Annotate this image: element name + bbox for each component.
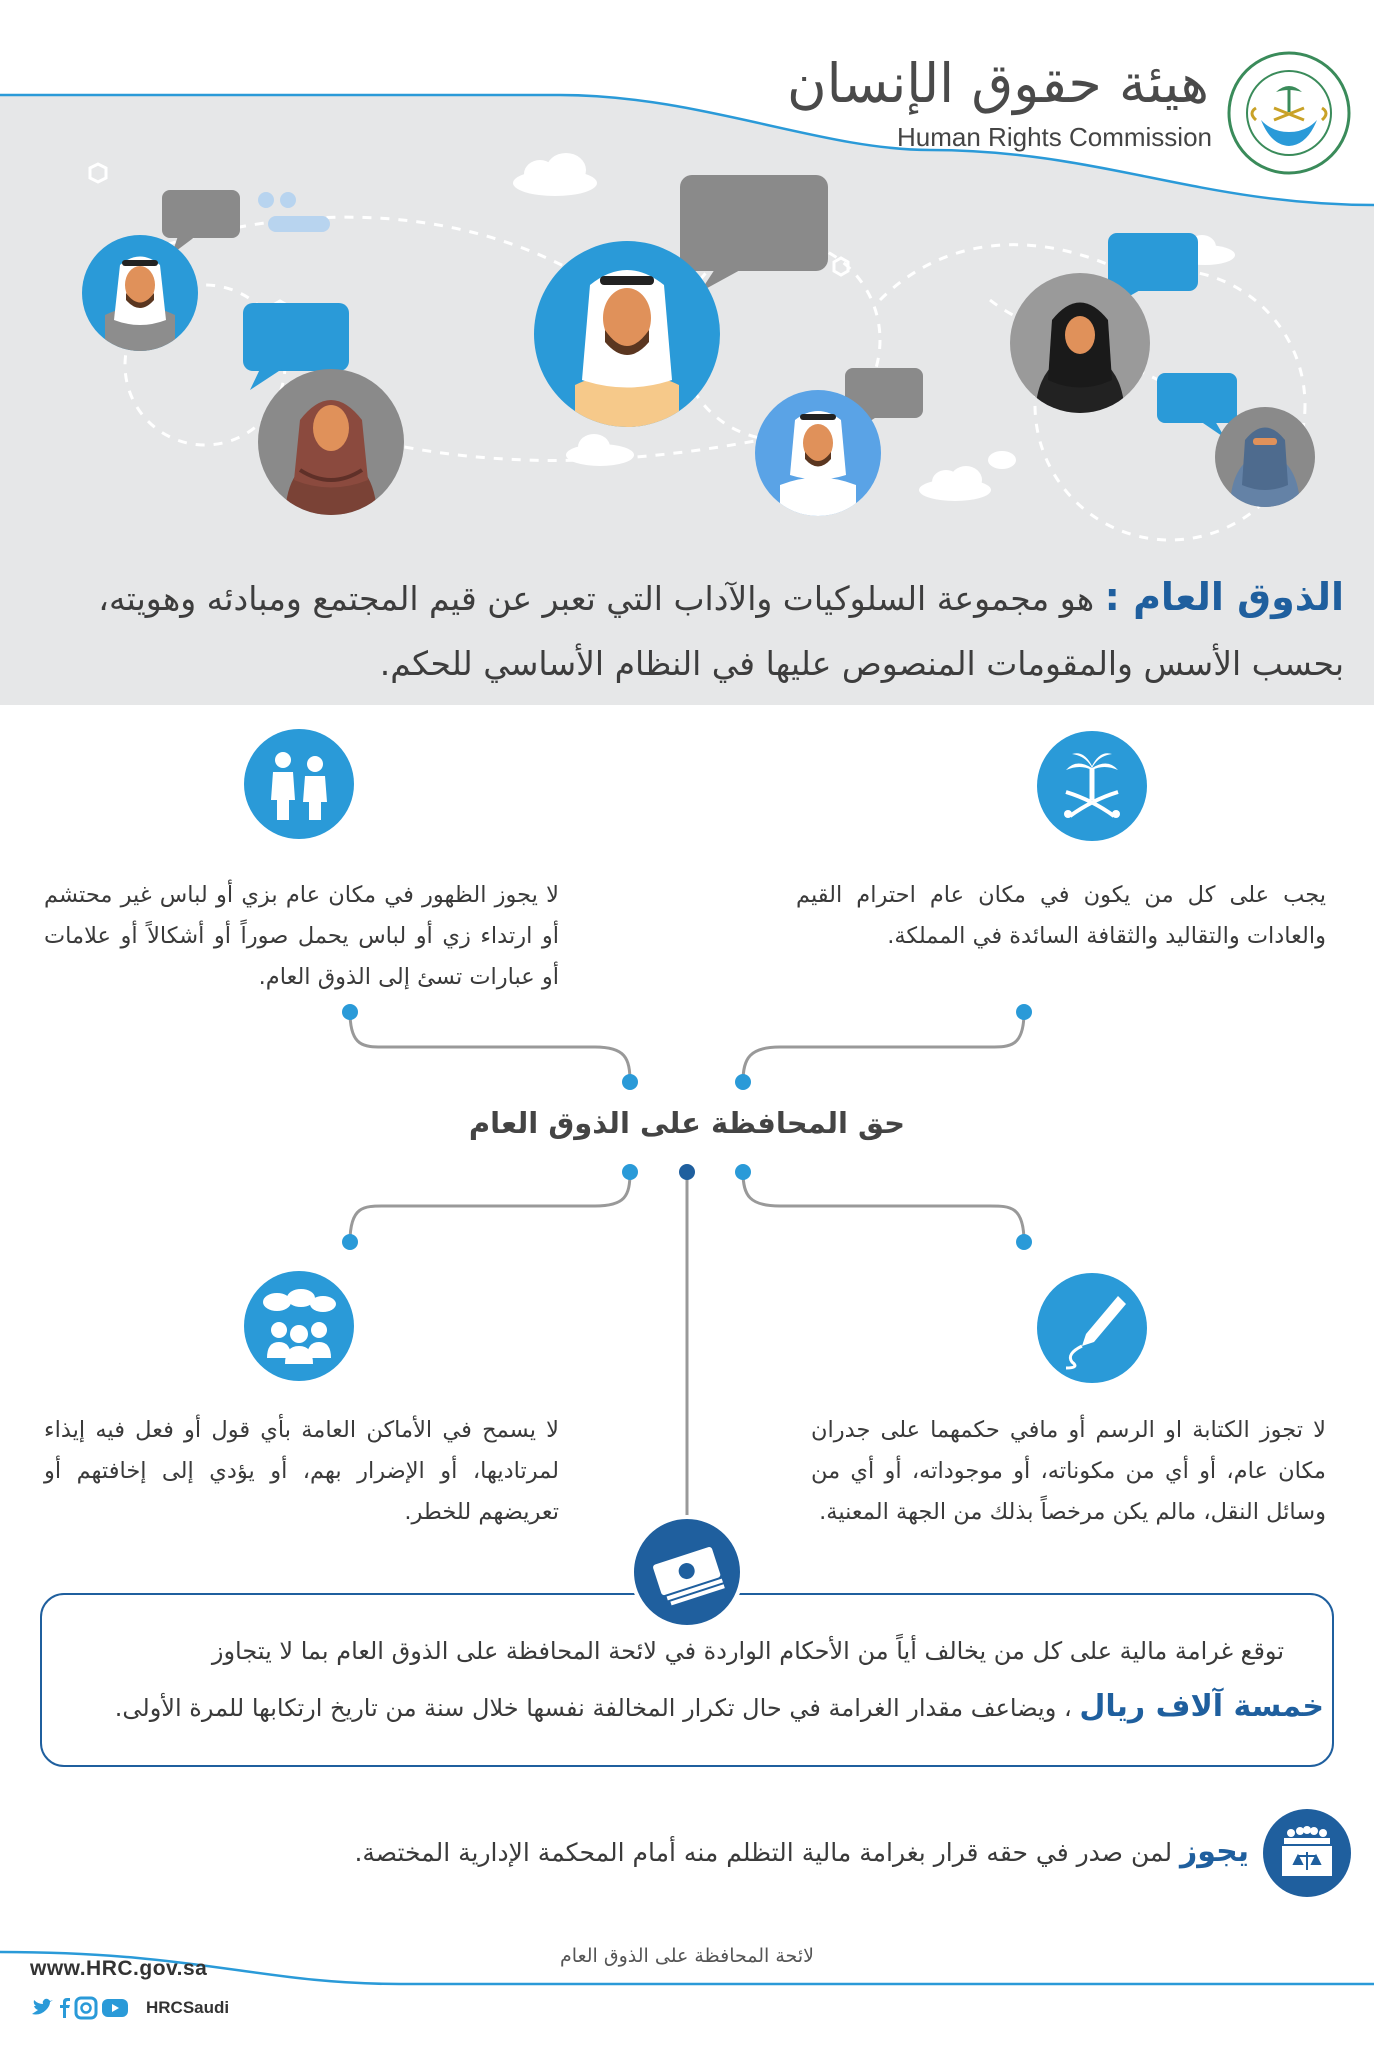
- palm-swords-icon: [1036, 730, 1148, 842]
- definition-term: الذوق العام :: [1104, 575, 1344, 619]
- appeal-body: لمن صدر في حقه قرار بغرامة مالية التظلم منه أمام المحكمة الإدارية المختصة.: [354, 1838, 1181, 1867]
- center-title: حق المحافظة على الذوق العام: [468, 1106, 906, 1140]
- panel-writing-text: لا تجوز الكتابة او الرسم أو مافي حكمهما على جدران مكان عام، أو أي من مكوناته، أو موجوداته، أو أي من وسائل النقل، مالم يكن مرخصاً بذلك من الجهة المعنية.: [811, 1417, 1326, 1525]
- definition-text: هو مجموعة السلوكيات والآداب التي تعبر عن قيم المجتمع ومبادئه وهويته، بحسب الأسس والمقومات المنصوص عليها في النظام الأساسي للحكم.: [98, 579, 1344, 683]
- fine-line-2-rest: ، ويضاعف مقدار الغرامة في حال تكرار المخالفة نفسها خلال سنة من تاريخ ارتكابها للمرة الأولى.: [114, 1694, 1080, 1722]
- appeal-keyword: يجوز: [1180, 1834, 1249, 1869]
- instagram-icon[interactable]: [76, 1998, 96, 2018]
- facebook-icon[interactable]: [60, 1998, 70, 2018]
- fine-line-2: [74, 1689, 1324, 1724]
- people-icon: [243, 728, 355, 840]
- money-icon: [630, 1515, 744, 1629]
- org-logo-arabic: هيئة حقوق الإنسان: [786, 52, 1209, 115]
- crowd-chat-icon: [243, 1270, 355, 1382]
- org-logo-english: Human Rights Commission: [897, 122, 1212, 152]
- panel-respect-text: يجب على كل من يكون في مكان عام احترام القيم والعادات والتقاليد والثقافة السائدة في المملكة.: [796, 882, 1326, 949]
- fine-line-1: توقع غرامة مالية على كل من يخالف أياً من الأحكام الواردة في لائحة المحافظة على الذوق العام بما لا يتجاوز: [211, 1637, 1284, 1665]
- pen-icon: [1036, 1272, 1148, 1384]
- fine-amount: خمسة آلاف ريال: [1079, 1689, 1324, 1724]
- social-handle: HRCSaudi: [146, 1998, 230, 2017]
- youtube-icon[interactable]: [102, 1999, 128, 2017]
- social-icons: [30, 1996, 142, 2024]
- panel-dress-text: لا يجوز الظهور في مكان عام بزي أو لباس غير محتشم أو ارتداء زي أو لباس يحمل صوراً أو أشكالاً أو علامات أو عبارات تسئ إلى الذوق العام.: [44, 882, 559, 990]
- panel-harm-text: لا يسمح في الأماكن العامة بأي قول أو فعل فيه إيذاء لمرتاديها، أو الإضرار بهم، أو يؤدي إلى إخافتهم أو تعريضهم للخطر.: [44, 1417, 559, 1525]
- footer-source: لائحة المحافظة على الذوق العام: [560, 1945, 814, 1967]
- twitter-icon[interactable]: [32, 1999, 53, 2015]
- court-icon: [1262, 1808, 1352, 1898]
- website-link[interactable]: www.HRC.gov.sa: [30, 1957, 208, 1980]
- appeal-text: [249, 1834, 1249, 1869]
